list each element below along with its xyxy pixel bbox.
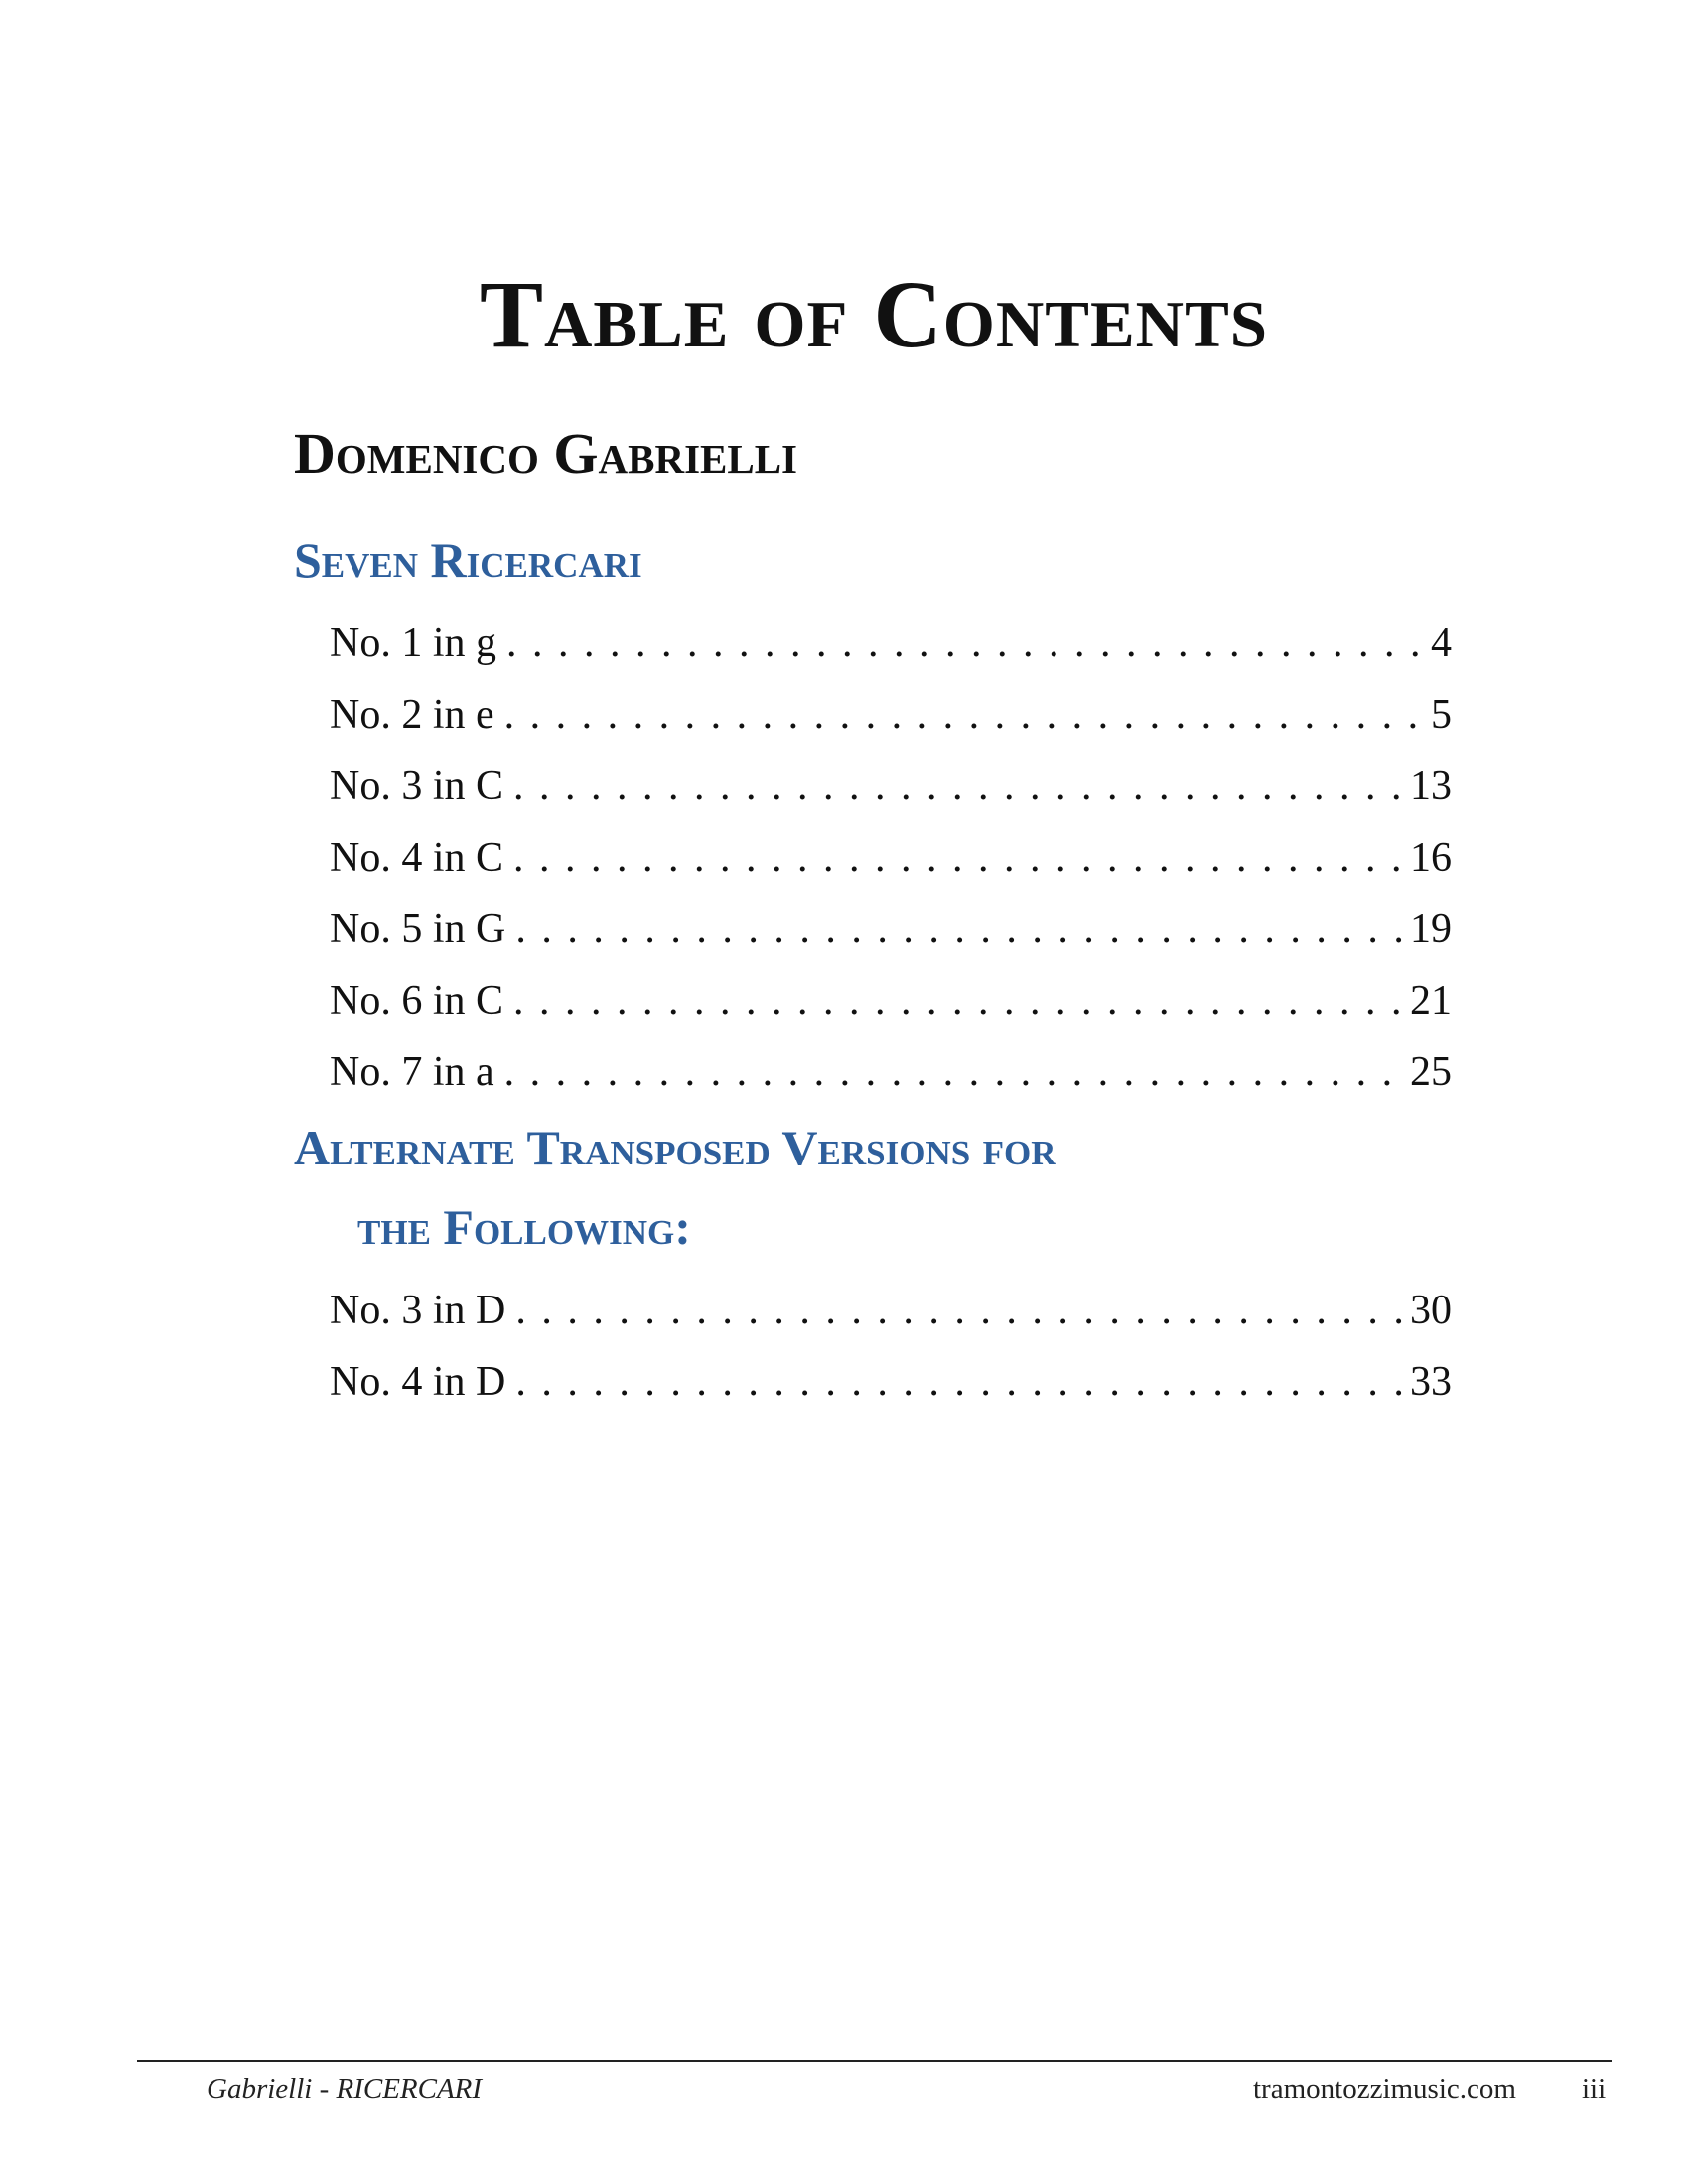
toc-entry-page: 33 [1410, 1359, 1452, 1405]
footer-rule [137, 2060, 1612, 2062]
toc-entry[interactable] [330, 830, 1452, 886]
toc-entry[interactable] [330, 758, 1452, 814]
toc-entry-page: 19 [1410, 906, 1452, 952]
dot-leader [515, 901, 1404, 957]
footer-website-link[interactable]: tramontozzimusic.com [1253, 2073, 1516, 2105]
toc-entry[interactable] [330, 615, 1452, 671]
toc-entry[interactable] [330, 1283, 1452, 1338]
toc-entry-label: No. 6 in C [330, 978, 504, 1024]
toc-entry-label: No. 7 in a [330, 1049, 494, 1095]
section-heading-alternate-versions-continued: the Following: [357, 1199, 691, 1255]
dot-leader [513, 973, 1404, 1028]
dot-leader [504, 687, 1425, 743]
toc-entry-label: No. 4 in D [330, 1359, 506, 1405]
toc-entry[interactable] [330, 1354, 1452, 1410]
composer-heading: Domenico Gabrielli [294, 421, 798, 485]
toc-entry-label: No. 3 in D [330, 1288, 506, 1333]
toc-entry[interactable] [330, 687, 1452, 743]
section-heading-alternate-versions: Alternate Transposed Versions for [294, 1120, 1056, 1175]
toc-entry-label: No. 3 in C [330, 763, 504, 809]
footer-title: Gabrielli - RICERCARI [207, 2073, 483, 2105]
section-heading-seven-ricercari: Seven Ricercari [294, 532, 642, 588]
toc-entry-page: 30 [1410, 1288, 1452, 1333]
toc-entry-label: No. 4 in C [330, 835, 504, 881]
footer-page-number: iii [1582, 2073, 1607, 2105]
toc-entry-page: 5 [1431, 692, 1452, 738]
toc-entry-page: 21 [1410, 978, 1452, 1024]
toc-entry-page: 4 [1431, 620, 1452, 666]
toc-entry-page: 25 [1410, 1049, 1452, 1095]
toc-entry-label: No. 1 in g [330, 620, 496, 666]
dot-leader [506, 615, 1425, 671]
dot-leader [504, 1044, 1404, 1100]
toc-entry-page: 16 [1410, 835, 1452, 881]
page-title: Table of Contents [479, 261, 1269, 367]
toc-entry-page: 13 [1410, 763, 1452, 809]
toc-entry-label: No. 5 in G [330, 906, 506, 952]
toc-entry[interactable] [330, 1044, 1452, 1100]
dot-leader [513, 758, 1404, 814]
dot-leader [513, 830, 1404, 886]
dot-leader [515, 1354, 1404, 1410]
dot-leader [515, 1283, 1404, 1338]
toc-entry[interactable] [330, 973, 1452, 1028]
toc-entry-label: No. 2 in e [330, 692, 494, 738]
toc-entry[interactable] [330, 901, 1452, 957]
